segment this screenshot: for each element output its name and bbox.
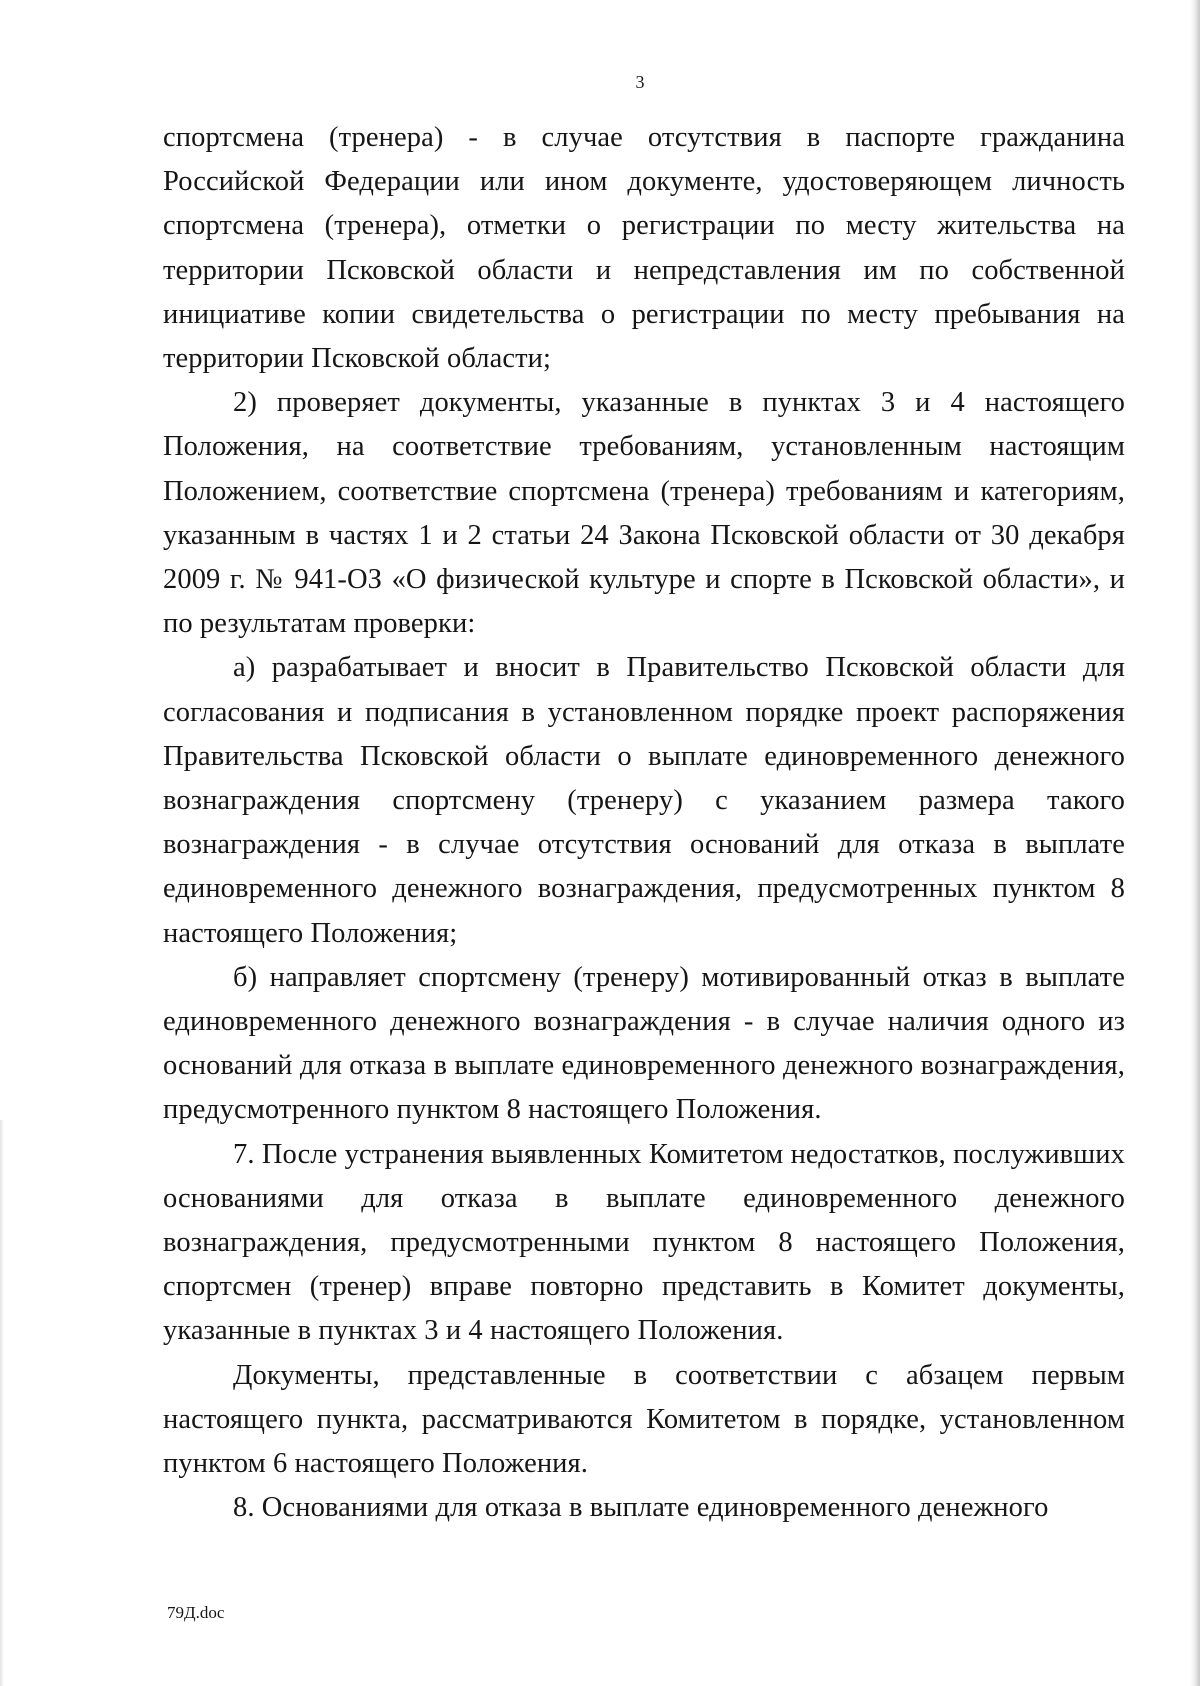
page-number: 3 xyxy=(635,72,645,92)
document-body xyxy=(163,116,1125,1531)
document-file-reference: 79Д.doc xyxy=(167,1603,225,1622)
paragraph-subitem-a: а) разрабатывает и вносит в Правительство Псковской области для согласования и подписания в установленном порядке проект распоряжения Правительства Псковской области о выплате единовременного денежного вознаграждения спортсмену (тренеру) с указанием размера такого вознаграждения - в случае отсутствия оснований для отказа в выплате единовременного денежного вознаграждения, предусмотренных пунктом 8 настоящего Положения; xyxy=(163,652,1125,949)
paragraph-item-8: 8. Основаниями для отказа в выплате единовременного денежного xyxy=(233,1492,1049,1524)
scan-edge-shadow xyxy=(1190,0,1200,1686)
paragraph-subitem-b: б) направляет спортсмену (тренеру) мотивированный отказ в выплате единовременного денежного вознаграждения - в случае наличия одного из оснований для отказа в выплате единовременного денежного вознаграждения, предусмотренного пунктом 8 настоящего Положения. xyxy=(163,961,1125,1126)
paragraph-item-7: 7. После устранения выявленных Комитетом недостатков, послуживших основаниями для отказа в выплате единовременного денежного вознаграждения, предусмотренными пунктом 8 настоящего Положения, спортсмен (тренер) вправе повторно представить в Комитет документы, указанные в пунктах 3 и 4 настоящего Положения. xyxy=(163,1138,1125,1347)
paragraph-continuation: спортсмена (тренера) - в случае отсутствия в паспорте гражданина Российской Федерации или ином документе, удостоверяющем личность спортсмена (тренера), отметки о регистрации по месту жительства на территории Псковской области и непредставления им по собственной инициативе копии свидетельства о регистрации по месту пребывания на территории Псковской области; xyxy=(163,122,1125,375)
paragraph-item-7-second: Документы, представленные в соответствии с абзацем первым настоящего пункта, рассматриваются Комитетом в порядке, установленном пунктом 6 настоящего Положения. xyxy=(163,1359,1125,1480)
paragraph-item-2: 2) проверяет документы, указанные в пунктах 3 и 4 настоящего Положения, на соответствие требованиям, установленным настоящим Положением, соответствие спортсмена (тренера) требованиям и категориям, указанным в частях 1 и 2 статьи 24 Закона Псковской области от 30 декабря 2009 г. № 941-ОЗ «О физической культуре и спорте в Псковской области», и по результатам проверки: xyxy=(163,387,1125,640)
scan-edge-shadow-left xyxy=(0,1120,4,1686)
